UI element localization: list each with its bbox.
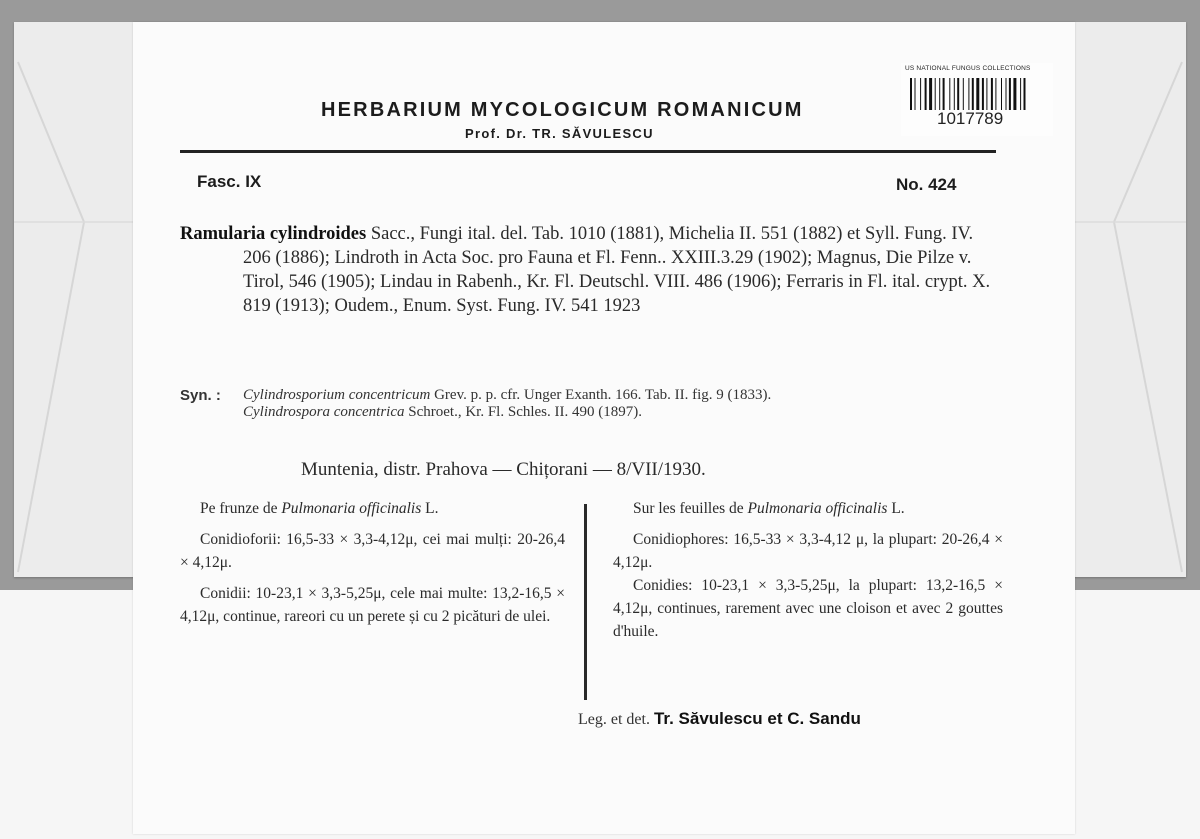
synonym-citation: Grev. p. p. cfr. Unger Exanth. 166. Tab. II. fig. 9 (1833). — [434, 387, 772, 403]
synonym-name: Cylindrospora concentrica — [243, 404, 405, 420]
species-paragraph — [180, 222, 1000, 318]
conidia-text: Conidii: 10-23,1 × 3,3-5,25μ, cele mai multe: 13,2-16,5 × 4,12μ, continue, rareori cu un perete și cu 2 picături de ulei. — [180, 585, 565, 625]
collectors-names: Tr. Săvulescu et C. Sandu — [653, 709, 861, 728]
conidiophores-text: Conidiophores: 16,5-33 × 3,3-4,12 μ, la plupart: 20-26,4 × 4,12μ. — [613, 531, 1003, 571]
barcode-icon — [910, 78, 1046, 110]
synonym-entry — [243, 404, 1010, 421]
herbarium-title: HERBARIUM MYCOLOGICUM ROMANICUM — [321, 99, 804, 121]
barcode-number: 1017789 — [937, 109, 1004, 128]
barcode-label — [901, 63, 1053, 136]
fascicle-label: Fasc. IX — [197, 172, 262, 191]
herbarium-label — [133, 22, 1075, 834]
species-name: Ramularia cylindroides — [180, 224, 367, 244]
synonym-entry — [243, 387, 1010, 404]
romanian-description — [180, 497, 565, 628]
synonyms-block — [180, 387, 1010, 421]
collectors-prefix: Leg. et det. — [578, 711, 650, 728]
synonym-name: Cylindrosporium concentricum — [243, 387, 431, 403]
specimen-number: No. 424 — [896, 175, 957, 194]
barcode-caption: US NATIONAL FUNGUS COLLECTIONS — [905, 65, 1031, 72]
synonyms-label: Syn. : — [180, 387, 221, 404]
conidiophores-text: Conidioforii: 16,5-33 × 3,3-4,12μ, cei mai mulți: 20-26,4 × 4,12μ. — [180, 531, 565, 571]
header-rule — [180, 150, 996, 153]
collection-locality: Muntenia, distr. Prahova — Chițorani — 8/VII/1930. — [301, 459, 706, 480]
host-line: Pe frunze de Pulmonaria officinalis L. — [200, 500, 439, 517]
species-citation: Sacc., Fungi ital. del. Tab. 1010 (1881), Michelia II. 551 (1882) et Syll. Fung. IV. 206 (1886); Lindroth in Acta Soc. pro Fauna et Fl. Fenn.. XXIII.3.29 (1902); Magnus, Die Pilze v. Tirol, 546 (1905); Lindau in Rabenh., Kr. Fl. Deutschl. VIII. 486 (1906); Ferraris in Fl. ital. crypt. X. 819 (1913); Oudem., Enum. Syst. Fung. IV. 541 1923 — [243, 224, 991, 316]
conidia-text: Conidies: 10-23,1 × 3,3-5,25μ, la plupart: 13,2-16,5 × 4,12μ, continues, rarement avec une cloison et avec 2 gouttes d'huile. — [613, 577, 1003, 640]
french-description — [613, 497, 1003, 643]
synonym-citation: Schroet., Kr. Fl. Schles. II. 490 (1897). — [408, 404, 642, 420]
host-name: Pulmonaria officinalis — [281, 500, 422, 517]
host-line: Sur les feuilles de Pulmonaria officinalis L. — [633, 500, 905, 517]
column-divider — [584, 504, 587, 700]
host-name: Pulmonaria officinalis — [747, 500, 888, 517]
herbarium-subtitle: Prof. Dr. TR. SĂVULESCU — [465, 126, 654, 141]
collectors-line — [578, 709, 861, 729]
